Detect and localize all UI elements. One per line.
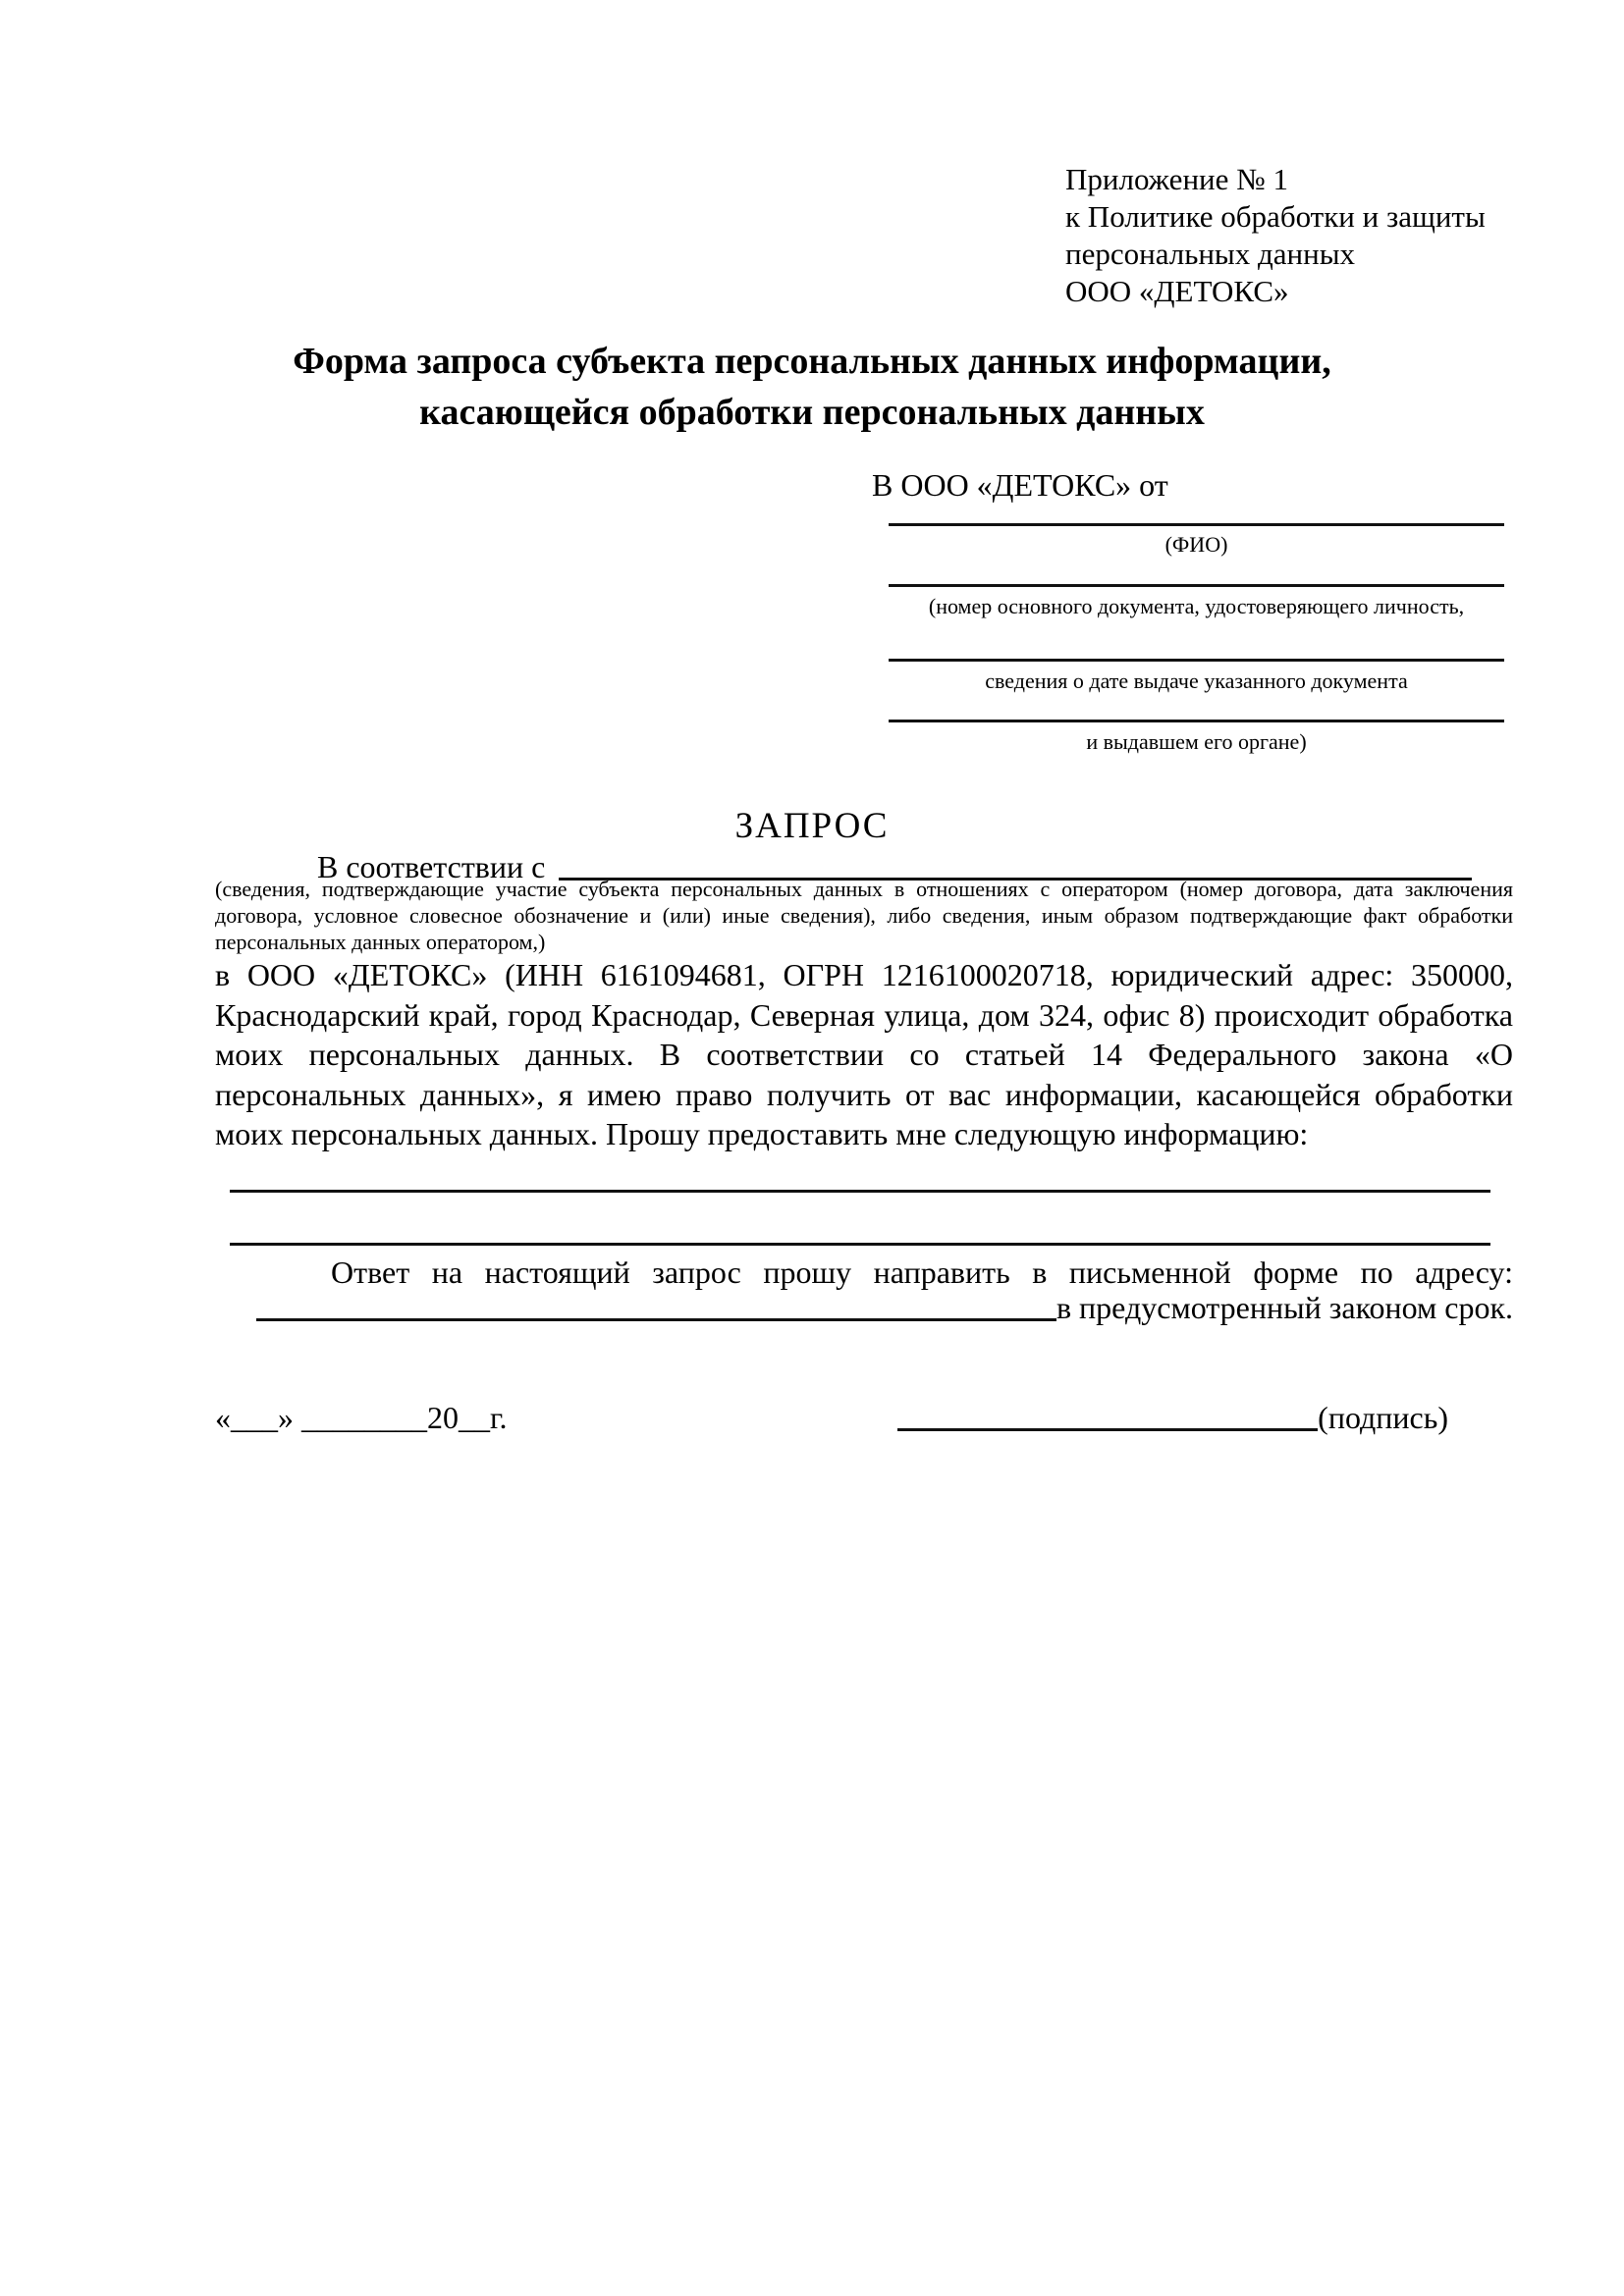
form-title-line: касающейся обработки персональных данных xyxy=(419,392,1205,433)
lead-in-note: (сведения, подтверждающие участие субъекта персональных данных в отношениях с оператором (номер договора, дата заключения договора, условное словесное обозначение и (или) иные сведения), либо сведения, иным образом подтверждающие факт обработки персональных данных оператором,) xyxy=(215,877,1513,954)
lead-in-text: В соответствии с xyxy=(317,849,546,884)
reply-address-request: Ответ на настоящий запрос прошу направить в письменной форме по адресу: xyxy=(331,1255,1513,1290)
appendix-line: ООО «ДЕТОКС» xyxy=(1065,274,1289,308)
fio-blank-line xyxy=(889,523,1504,526)
appendix-line: персональных данных xyxy=(1065,237,1356,271)
appendix-line: к Политике обработки и защиты xyxy=(1065,199,1486,234)
form-title-line: Форма запроса субъекта персональных данных информации, xyxy=(293,341,1331,382)
appendix-line: Приложение № 1 xyxy=(1065,162,1288,196)
form-title xyxy=(174,336,1450,438)
request-body: в ООО «ДЕТОКС» (ИНН 6161094681, ОГРН 1216100020718, юридический адрес: 350000, Краснодарский край, город Краснодар, Северная улица, дом 324, офис 8) происходит обработка моих персональных данных. В соответствии со статьей 14 Федерального закона «О персональных данных», я имею право получить от вас информации, касающейся обработки моих персональных данных. Прошу предоставить мне следующую информацию: xyxy=(215,957,1513,1151)
document-number-blank-line xyxy=(889,584,1504,587)
document-number-caption: (номер основного документа, удостоверяющего личность, xyxy=(928,594,1465,618)
issuing-authority-caption: и выдавшем его органе) xyxy=(1086,729,1307,754)
fio-caption: (ФИО) xyxy=(1164,532,1228,557)
date-signature-row xyxy=(215,1398,1513,1437)
info-blank-line-1 xyxy=(230,1190,1490,1193)
reply-deadline-text: в предусмотренный законом срок. xyxy=(1056,1290,1513,1325)
request-heading: ЗАПРОС xyxy=(734,806,890,846)
issuing-authority-blank-line xyxy=(889,720,1504,722)
address-blank-line xyxy=(256,1318,1056,1321)
signature-caption: (подпись) xyxy=(1318,1400,1448,1435)
issue-date-caption: сведения о дате выдаче указанного документа xyxy=(985,668,1408,693)
signature-blank-line xyxy=(897,1428,1318,1431)
date-line: «___» ________20__г. xyxy=(215,1400,508,1435)
reply-address-row xyxy=(215,1288,1513,1327)
issue-date-blank-line xyxy=(889,659,1504,662)
info-blank-line-2 xyxy=(230,1243,1490,1246)
appendix-header xyxy=(1065,161,1486,310)
signature-group xyxy=(897,1398,1448,1437)
addressee-line: В ООО «ДЕТОКС» от xyxy=(872,467,1168,503)
